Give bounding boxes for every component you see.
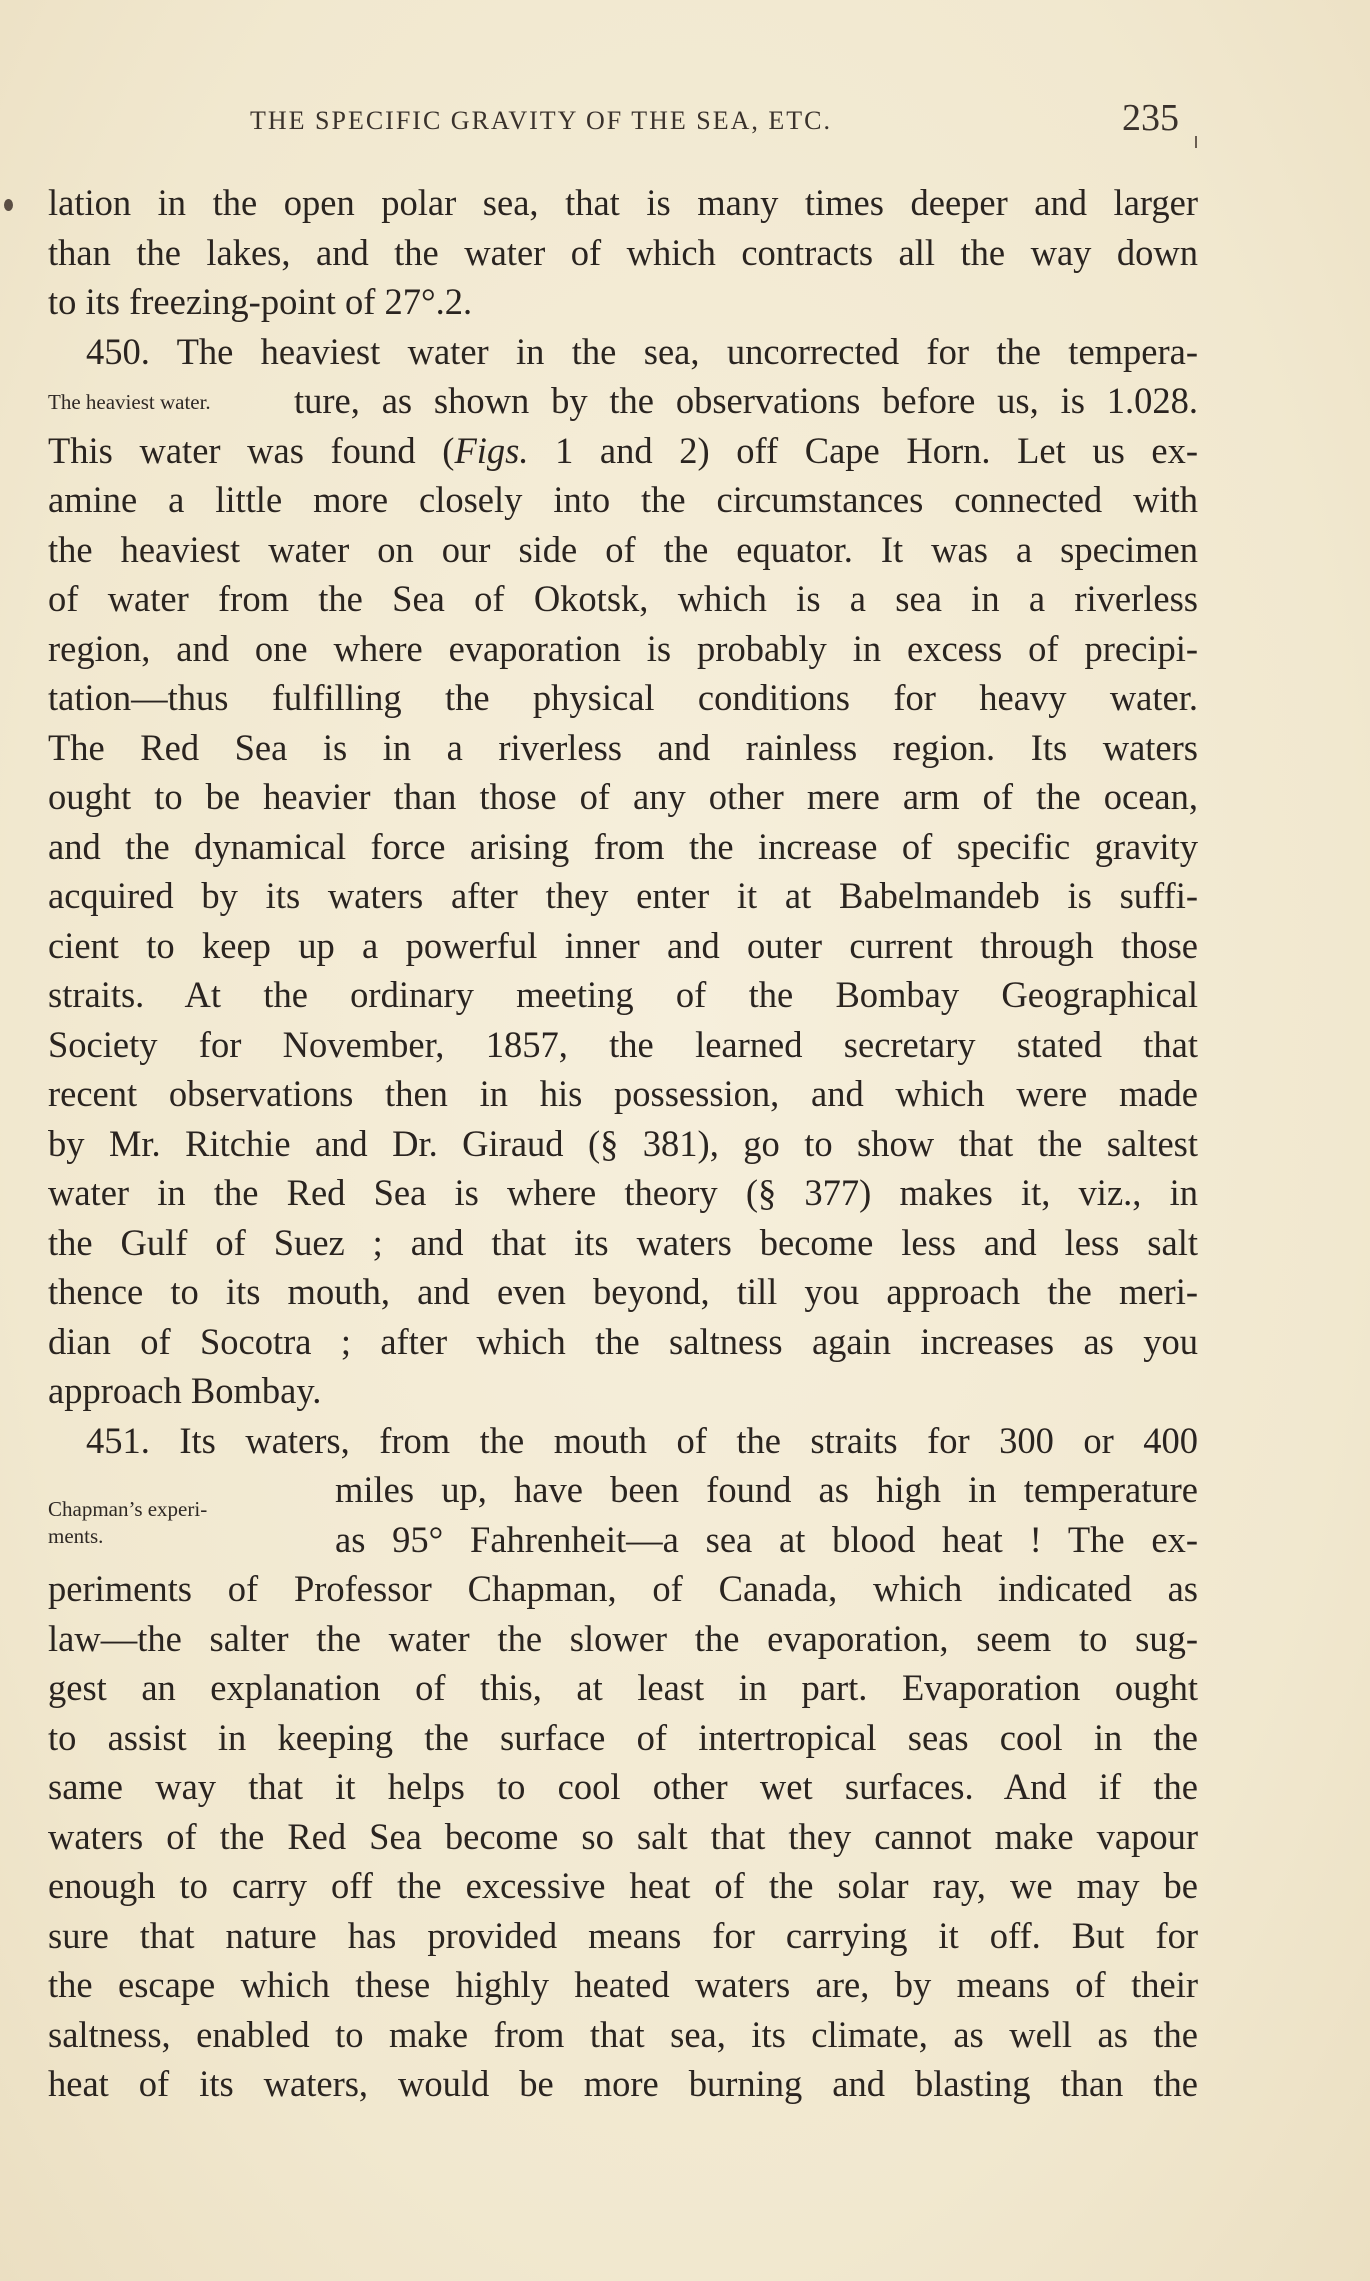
page-number: 235 [1122, 97, 1179, 139]
text-line: than the lakes, and the water of which contracts all the way down [48, 231, 1198, 273]
text-line: recent observations then in his possession, and which were made [48, 1073, 1198, 1114]
text-line: ought to be heavier than those of any other mere arm of the ocean, [48, 776, 1198, 817]
text-line: same way that it helps to cool other wet surfaces. And if the [48, 1766, 1198, 1807]
margin-note-heaviest-water: The heaviest water. [48, 390, 211, 414]
text-line: region, and one where evaporation is probably in excess of precipi- [48, 627, 1198, 669]
text-line: as 95° Fahrenheit—a sea at blood heat ! The ex- [335, 1518, 1198, 1560]
running-title: THE SPECIFIC GRAVITY OF THE SEA, ETC. [250, 106, 833, 135]
text-line: 450. The heaviest water in the sea, uncorrected for the tempera- [86, 330, 1198, 372]
text-line: heat of its waters, would be more burning and blasting than the [48, 2063, 1198, 2104]
text-line: acquired by its waters after they enter it at Babelmandeb is suffi- [48, 875, 1198, 916]
text-line: lation in the open polar sea, that is many times deeper and larger [48, 182, 1198, 223]
text-line: by Mr. Ritchie and Dr. Giraud (§ 381), go to show that the saltest [48, 1122, 1198, 1164]
text-line: and the dynamical force arising from the increase of specific gravity [48, 825, 1198, 867]
text-line: saltness, enabled to make from that sea, its climate, as well as the [48, 2013, 1198, 2055]
text-line: waters of the Red Sea become so salt that they cannot make vapour [48, 1815, 1198, 1857]
text-line: 451. Its waters, from the mouth of the straits for 300 or 400 [86, 1419, 1198, 1461]
margin-note-chapman-line1: Chapman’s experi- [48, 1497, 208, 1521]
text-line: water in the Red Sea is where theory (§ 377) makes it, viz., in [48, 1172, 1198, 1213]
margin-mark [4, 199, 13, 211]
text-line: tation—thus fulfilling the physical conditions for heavy water. [48, 677, 1198, 718]
text-line: law—the salter the water the slower the evaporation, seem to sug- [48, 1617, 1198, 1659]
text-line: Society for November, 1857, the learned secretary stated that [48, 1023, 1198, 1065]
figs-italic: Figs. [454, 429, 529, 471]
text-line: the heaviest water on our side of the equator. It was a specimen [48, 528, 1198, 570]
text-line: cient to keep up a powerful inner and outer current through those [48, 924, 1198, 966]
text-line: of water from the Sea of Okotsk, which is a sea in a riverless [48, 578, 1198, 619]
text-line: miles up, have been found as high in temperature [335, 1469, 1198, 1510]
text-line: sure that nature has provided means for carrying it off. But for [48, 1914, 1198, 1956]
text-line: to its freezing-point of 27°.2. [48, 281, 473, 322]
page-header [0, 96, 1370, 146]
text-line: enough to carry off the excessive heat of the solar ray, we may be [48, 1865, 1198, 1906]
text-line: gest an explanation of this, at least in part. Evaporation ought [48, 1667, 1198, 1708]
header-rule [1195, 136, 1197, 148]
text-line: ture, as shown by the observations before us, is 1.028. [294, 380, 1198, 421]
text-line: the escape which these highly heated waters are, by means of their [48, 1964, 1198, 2005]
text-line: amine a little more closely into the circumstances connected with [48, 479, 1198, 520]
text-line: the Gulf of Suez ; and that its waters become less and less salt [48, 1221, 1198, 1263]
text-line: periments of Professor Chapman, of Canada, which indicated as [48, 1568, 1198, 1609]
margin-note-chapman-line2: ments. [48, 1524, 104, 1548]
text-line: to assist in keeping the surface of intertropical seas cool in the [48, 1716, 1198, 1758]
text-line: straits. At the ordinary meeting of the Bombay Geographical [48, 974, 1198, 1015]
text-segment: 1 and 2) off Cape Horn. Let us ex- [528, 429, 1198, 471]
body-text [48, 178, 1198, 2109]
text-line [48, 426, 1198, 476]
text-line: thence to its mouth, and even beyond, till you approach the meri- [48, 1271, 1198, 1312]
text-segment: This water was found ( [48, 429, 455, 471]
text-line: dian of Socotra ; after which the saltness again increases as you [48, 1320, 1198, 1362]
text-line: approach Bombay. [48, 1370, 322, 1411]
text-line: The Red Sea is in a riverless and rainless region. Its waters [48, 726, 1198, 768]
